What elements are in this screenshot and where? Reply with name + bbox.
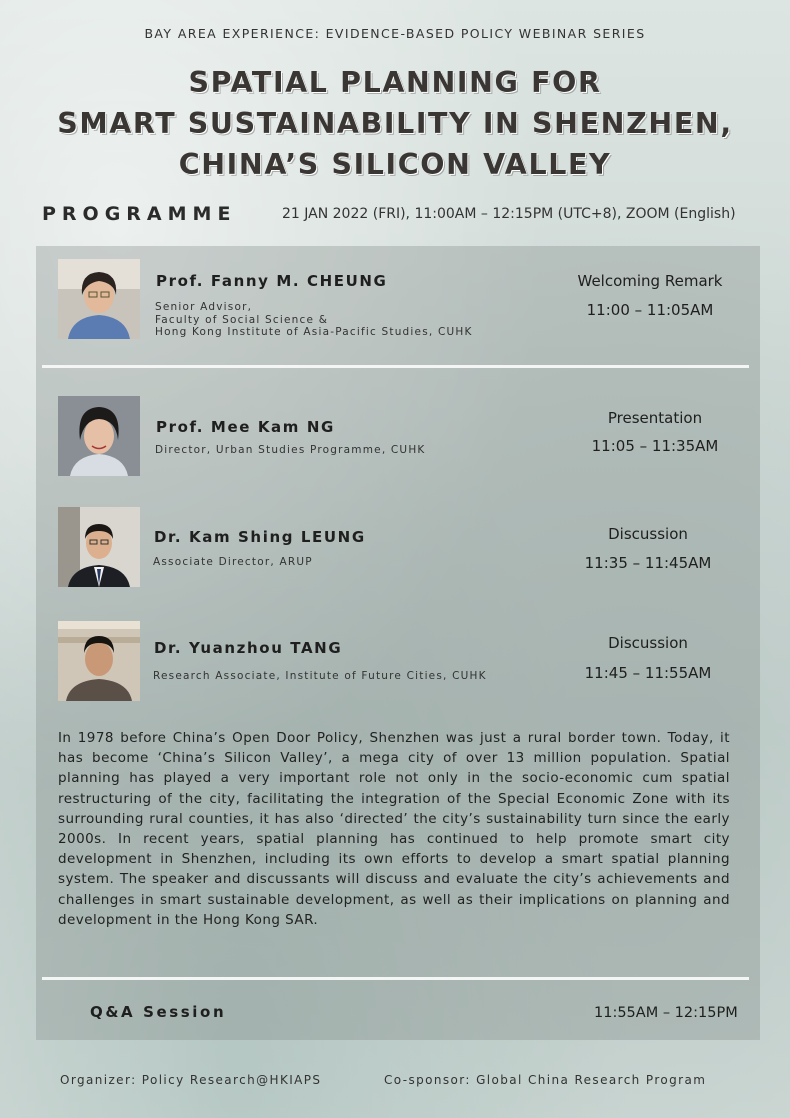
- speaker-name: Prof. Mee Kam NG: [156, 418, 335, 436]
- co-sponsor: Co-sponsor: Global China Research Program: [384, 1073, 707, 1087]
- event-title-line-3: CHINA’S SILICON VALLEY: [178, 148, 612, 181]
- speaker-affiliation: [153, 670, 487, 683]
- session-time: 11:05 – 11:35AM: [591, 437, 719, 455]
- speaker-name: Prof. Fanny M. CHEUNG: [156, 272, 388, 290]
- organizer: Organizer: Policy Research@HKIAPS: [60, 1073, 322, 1087]
- event-abstract: In 1978 before China’s Open Door Policy, Shenzhen was just a rural border town. Today, it has become ‘China’s Silicon Valley’, a mega city of over 13 million population. Spatial planning has played a very important role not only in the socio-economic cum spatial restructuring of the city, facilitating the integration of the Special Economic Zone with its surrounding rural counties, it has also ‘directed’ the city’s sustainability turn since the early 2000s. In recent years, spatial planning has continued to help promote smart city development in Shenzhen, including its own efforts to develop a smart spatial planning system. The speaker and discussants will discuss and evaluate the city’s achievements and challenges in smart sustainable development, as well as their implications on planning and development in the Hong Kong SAR.: [58, 730, 730, 928]
- event-title-line-1: SPATIAL PLANNING FOR: [188, 66, 602, 99]
- section-divider: [42, 977, 749, 980]
- speaker-affiliation-line: Research Associate, Institute of Future Cities, CUHK: [153, 670, 487, 682]
- speaker-name: Dr. Yuanzhou TANG: [154, 639, 343, 657]
- speaker-affiliation: [155, 444, 426, 457]
- session-time: 11:00 – 11:05AM: [586, 301, 714, 319]
- speaker-photo-yuanzhou-tang: [58, 621, 140, 701]
- session-role: Discussion: [608, 634, 688, 652]
- speaker-affiliation-line: Senior Advisor,: [155, 301, 253, 313]
- event-datetime: 21 JAN 2022 (FRI), 11:00AM – 12:15PM (UTC+8), ZOOM (English): [282, 206, 736, 222]
- speaker-affiliation: [153, 556, 313, 569]
- programme-heading: PROGRAMME: [42, 203, 237, 225]
- speaker-name: Dr. Kam Shing LEUNG: [154, 528, 366, 546]
- speaker-photo-kam-shing-leung: [58, 507, 140, 587]
- speaker-photo-mee-kam-ng: [58, 396, 140, 476]
- speaker-affiliation-line: Hong Kong Institute of Asia-Pacific Studies, CUHK: [155, 326, 473, 338]
- session-role: Welcoming Remark: [577, 272, 723, 290]
- series-title: BAY AREA EXPERIENCE: EVIDENCE-BASED POLICY WEBINAR SERIES: [144, 26, 646, 41]
- event-title-line-2: SMART SUSTAINABILITY IN SHENZHEN,: [57, 107, 733, 140]
- speaker-affiliation: [155, 301, 473, 339]
- speaker-affiliation-line: Director, Urban Studies Programme, CUHK: [155, 444, 426, 456]
- event-title: [0, 62, 790, 185]
- session-role: Presentation: [607, 409, 703, 427]
- speaker-photo-fanny-cheung: [58, 259, 140, 339]
- qa-session-time: 11:55AM – 12:15PM: [594, 1005, 738, 1021]
- session-role: Discussion: [608, 525, 688, 543]
- speaker-affiliation-line: Associate Director, ARUP: [153, 556, 313, 568]
- section-divider: [42, 365, 749, 368]
- qa-session-label: Q&A Session: [90, 1003, 227, 1021]
- speaker-affiliation-line: Faculty of Social Science &: [155, 313, 329, 326]
- session-time: 11:45 – 11:55AM: [584, 664, 712, 682]
- session-time: 11:35 – 11:45AM: [584, 554, 712, 572]
